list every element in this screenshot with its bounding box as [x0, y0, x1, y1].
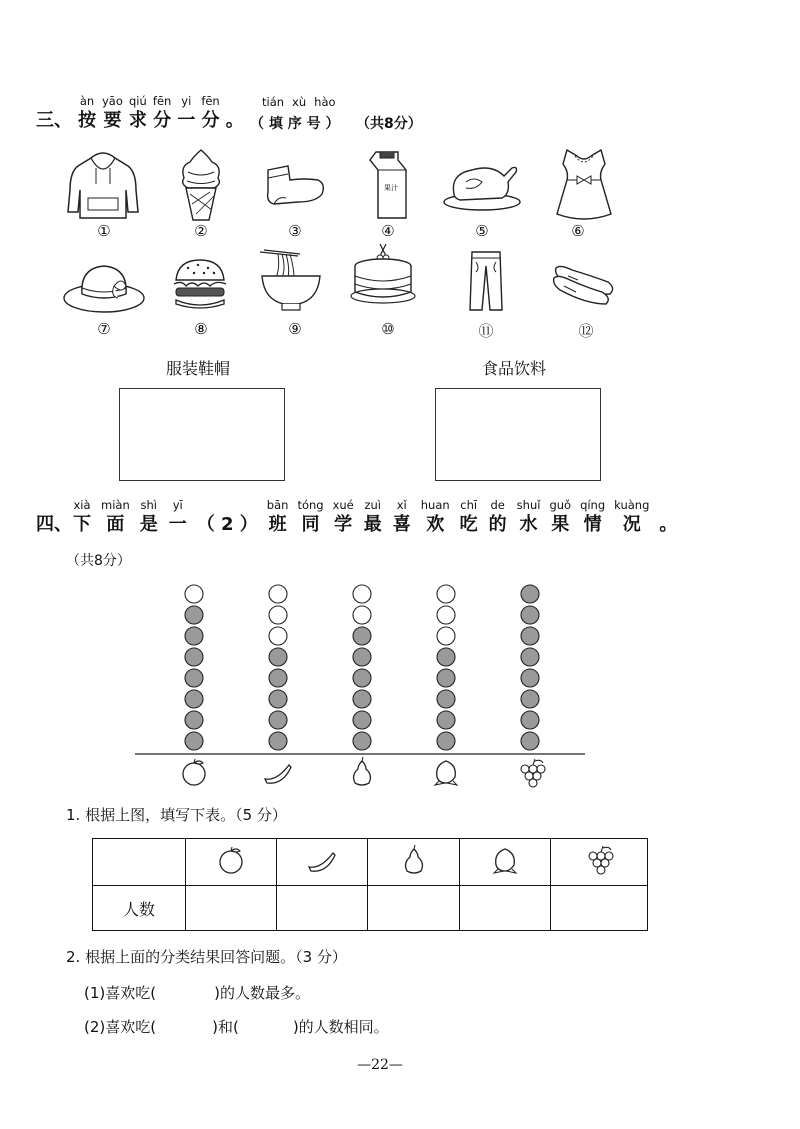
hanzi: 最 [363, 514, 382, 535]
page-number: —22— [357, 1057, 403, 1073]
pinyin: yī [172, 498, 183, 512]
hanzi: 面 [106, 514, 125, 535]
pinyin: tóng [297, 498, 324, 512]
table-header-row [93, 839, 648, 886]
table-corner-cell [93, 839, 186, 886]
answer-cell-pear[interactable] [368, 886, 459, 931]
table-count-row [93, 886, 648, 931]
item-label-12: ⑫ [578, 322, 594, 340]
peach-marker-empty [437, 606, 455, 624]
grape-marker-filled [521, 585, 539, 603]
section3-pinyin-fill: tián xù hào [262, 95, 336, 109]
pinyin: shì [140, 498, 157, 512]
hanzi: 水 [519, 514, 538, 535]
hanzi: 一 [168, 514, 187, 535]
item-label-6: ⑥ [571, 222, 585, 240]
apple-icon [183, 759, 205, 785]
item-label-10: ⑩ [381, 320, 395, 338]
banana-icon [307, 845, 337, 875]
table-header-apple [186, 839, 277, 886]
peach-icon [435, 761, 457, 785]
hanzi: 三、 [36, 110, 72, 131]
grape-marker-filled [521, 606, 539, 624]
apple-marker-empty [185, 585, 203, 603]
pinyin: àn [79, 94, 95, 108]
hanzi: 同 [301, 514, 320, 535]
peach-marker-filled [437, 648, 455, 666]
question2-part2 [84, 1016, 389, 1037]
peach-marker-filled [437, 690, 455, 708]
pinyin: zuì [364, 498, 382, 512]
banana-icon [265, 765, 291, 783]
apple-marker-filled [185, 732, 203, 750]
pinyin: fēn [201, 94, 220, 108]
table-row-label: 人数 [93, 886, 186, 931]
pear-marker-filled [353, 690, 371, 708]
grape-marker-filled [521, 627, 539, 645]
item-label-8: ⑧ [194, 320, 208, 338]
hanzi: 按 [78, 110, 96, 131]
hanzi: 。 [225, 110, 244, 131]
pinyin: kuàng [614, 498, 650, 512]
section3-fill-note: （ 填 序 号 ） [250, 116, 340, 132]
hanzi: 况 [622, 514, 641, 535]
answer-cell-peach[interactable] [459, 886, 550, 931]
answer-cell-apple[interactable] [186, 886, 277, 931]
peach-marker-filled [437, 732, 455, 750]
banana-marker-filled [269, 732, 287, 750]
hanzi: 四、 [36, 514, 72, 535]
section4-points: （共8分） [66, 553, 131, 569]
pinyin: huan [420, 498, 450, 512]
peach-icon [490, 845, 520, 875]
banana-marker-filled [269, 669, 287, 687]
banana-marker-filled [269, 648, 287, 666]
peach-marker-empty [437, 627, 455, 645]
pinyin: de [490, 498, 505, 512]
hanzi: 果 [551, 514, 570, 535]
pinyin: yi [181, 94, 192, 108]
pinyin: qiú [128, 94, 147, 108]
item-label-1: ① [97, 222, 111, 240]
apple-marker-filled [185, 711, 203, 729]
hanzi: （ 2 ） [196, 514, 258, 535]
pinyin: bān [266, 498, 289, 512]
q2-part1-suffix: )的人数最多。 [214, 984, 310, 1002]
pear-marker-filled [353, 669, 371, 687]
pinyin: xià [73, 498, 91, 512]
item-label-5: ⑤ [475, 222, 489, 240]
pear-marker-filled [353, 732, 371, 750]
pinyin: xǐ [396, 498, 407, 512]
pear-marker-empty [353, 606, 371, 624]
hanzi: 班 [268, 514, 287, 535]
pinyin: miàn [101, 498, 130, 512]
hanzi: 是 [139, 514, 158, 535]
banana-marker-empty [269, 627, 287, 645]
banana-marker-filled [269, 711, 287, 729]
grape-marker-filled [521, 690, 539, 708]
pear-marker-empty [353, 585, 371, 603]
pinyin: chī [460, 498, 478, 512]
grape-marker-filled [521, 648, 539, 666]
apple-marker-filled [185, 648, 203, 666]
hanzi: 下 [73, 514, 91, 535]
apple-marker-filled [185, 627, 203, 645]
pinyin: xué [332, 498, 354, 512]
item-label-11: ⑪ [478, 322, 494, 340]
hanzi: 分 [153, 110, 172, 131]
item-label-3: ③ [288, 222, 302, 240]
banana-marker-filled [269, 690, 287, 708]
pinyin: guǒ [549, 498, 572, 512]
hanzi: 要 [103, 110, 122, 131]
peach-marker-filled [437, 711, 455, 729]
grape-icon [583, 844, 615, 876]
question2-text: 2. 根据上面的分类结果回答问题。（3 分） [66, 948, 347, 966]
apple-marker-filled [185, 669, 203, 687]
hanzi: 。 [659, 514, 678, 535]
banana-marker-empty [269, 585, 287, 603]
grape-marker-filled [521, 669, 539, 687]
apple-icon [216, 845, 246, 875]
grape-icon [521, 759, 545, 787]
svg-text:果汁: 果汁 [384, 184, 398, 192]
q2-part1-prefix: (1)喜欢吃( [84, 984, 157, 1002]
pear-marker-filled [353, 627, 371, 645]
item-label-9: ⑨ [288, 320, 302, 338]
q2-part2-mid: )和( [212, 1018, 239, 1036]
section3-points: （共8分） [356, 116, 422, 132]
pinyin: yāo [102, 94, 123, 108]
box-left-label: 服装鞋帽 [166, 359, 231, 378]
hanzi: 喜 [392, 514, 411, 535]
answer-cell-banana[interactable] [277, 886, 368, 931]
banana-marker-empty [269, 606, 287, 624]
hanzi: 情 [583, 514, 602, 535]
pinyin: fēn [152, 94, 172, 108]
hanzi: 欢 [426, 514, 445, 535]
hanzi: 一 [177, 110, 196, 131]
item-label-2: ② [194, 222, 208, 240]
grape-marker-filled [521, 732, 539, 750]
fruit-count-table [92, 838, 648, 931]
question2-part1 [84, 982, 310, 1003]
hanzi: 吃 [459, 514, 478, 535]
peach-marker-filled [437, 669, 455, 687]
pear-icon [354, 757, 371, 785]
hanzi: 学 [334, 514, 353, 535]
pear-marker-filled [353, 711, 371, 729]
hanzi: 分 [201, 110, 220, 131]
pinyin: shuǐ [516, 498, 541, 512]
table-header-grape [550, 839, 647, 886]
q2-part2-suffix: )的人数相同。 [292, 1018, 389, 1036]
answer-cell-grape[interactable] [550, 886, 647, 931]
grape-marker-filled [521, 711, 539, 729]
table-header-peach [459, 839, 550, 886]
table-header-pear [368, 839, 459, 886]
apple-marker-filled [185, 606, 203, 624]
question1-text: 1. 根据上图，填写下表。（5 分） [66, 806, 287, 824]
pinyin: qíng [580, 498, 606, 512]
apple-marker-filled [185, 690, 203, 708]
pear-icon [399, 845, 429, 875]
hanzi: 的 [488, 514, 507, 535]
table-header-banana [277, 839, 368, 886]
peach-marker-empty [437, 585, 455, 603]
q2-part2-prefix: (2)喜欢吃( [84, 1018, 157, 1036]
hanzi: 求 [128, 110, 147, 131]
box-right-label: 食品饮料 [482, 359, 547, 378]
item-label-7: ⑦ [97, 320, 111, 338]
item-label-4: ④ [381, 222, 395, 240]
pear-marker-filled [353, 648, 371, 666]
